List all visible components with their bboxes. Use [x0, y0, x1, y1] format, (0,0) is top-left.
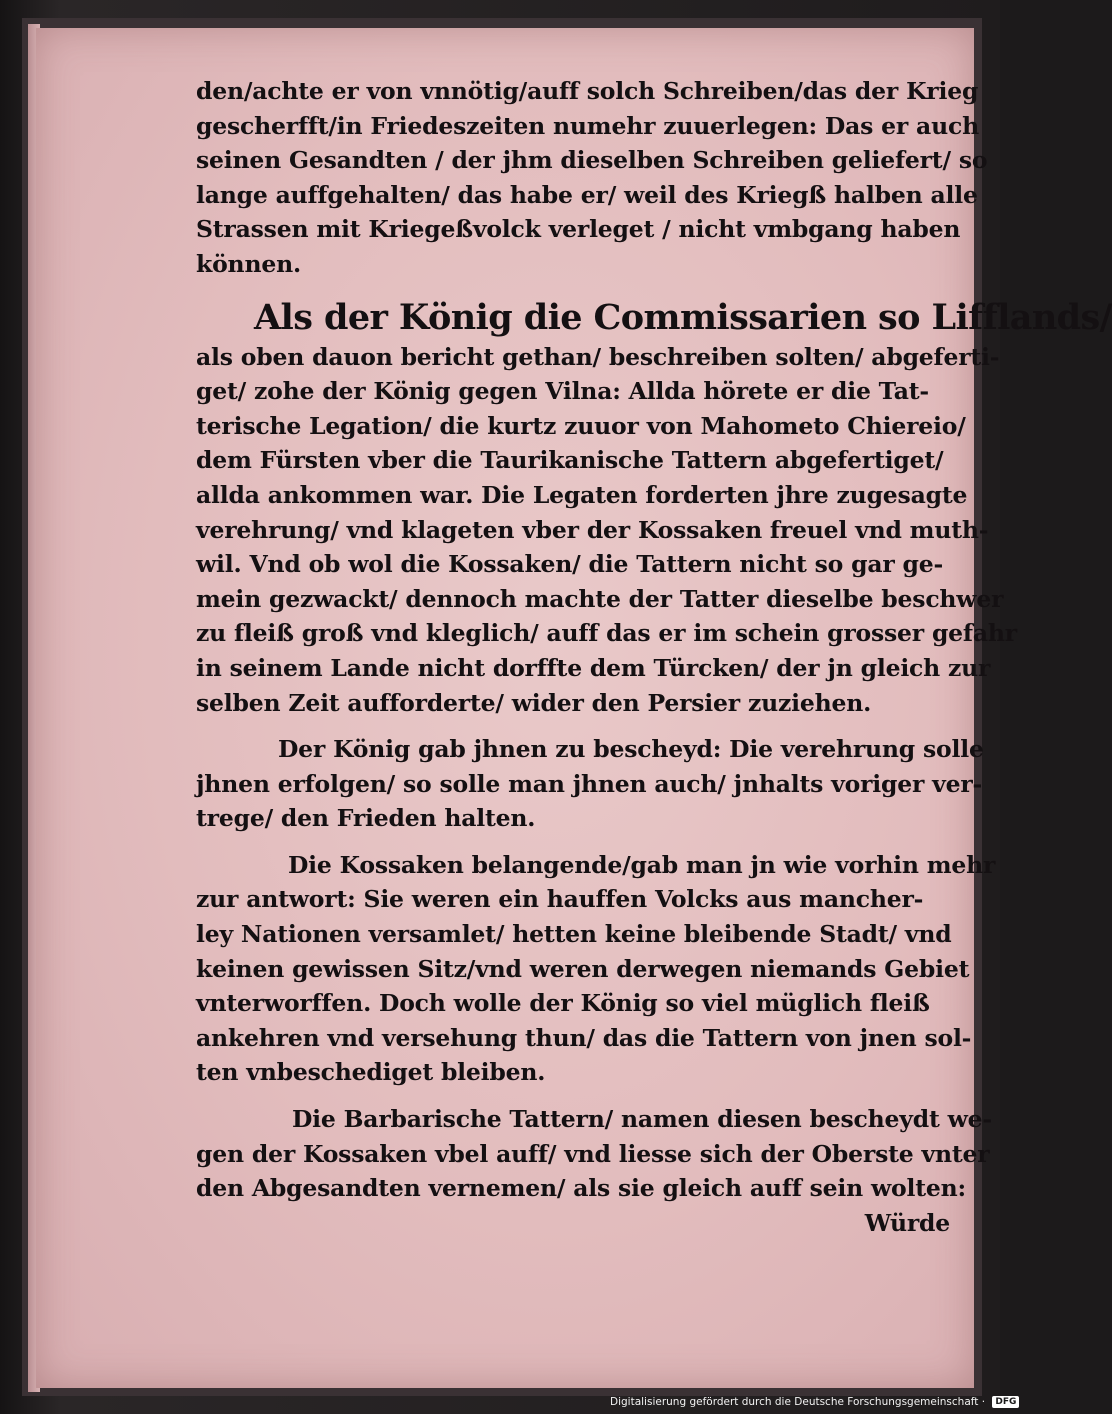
credit-text: Digitalisierung gefördert durch die Deutsche Forschungsgemeinschaft ·: [610, 1396, 986, 1408]
catchword: Würde: [864, 1208, 950, 1237]
text-line: in seinem Lande nicht dorffte dem Türcken/ der jn gleich zur: [196, 653, 991, 682]
text-line: allda ankommen war. Die Legaten forderten jhre zugesagte: [196, 480, 968, 509]
text-line: keinen gewissen Sitz/vnd weren derwegen niemands Gebiet: [196, 954, 970, 983]
text-line: lange auffgehalten/ das habe er/ weil des Kriegß halben alle: [196, 180, 978, 209]
page-text: [196, 74, 1112, 1240]
text-line: ankehren vnd versehung thun/ das die Tattern von jnen sol-: [196, 1023, 972, 1052]
text-line: den Abgesandten vernemen/ als sie gleich auff sein wolten:: [196, 1174, 966, 1203]
digitization-credit: [610, 1394, 1019, 1410]
text-line: zur antwort: Sie weren ein hauffen Volcks aus mancher-: [196, 885, 924, 914]
text-line: terische Legation/ die kurtz zuuor von Mahometo Chiereio/: [196, 411, 966, 440]
text-line: können.: [196, 249, 301, 278]
text-line: jhnen erfolgen/ so solle man jhnen auch/ jnhalts voriger ver-: [196, 769, 983, 798]
text-line: den/achte er von vnnötig/auff solch Schreiben/das der Krieg: [196, 77, 979, 105]
text-line: gen der Kossaken vbel auff/ vnd liesse sich der Oberste vnter: [196, 1139, 990, 1168]
dfg-logo: DFG: [992, 1396, 1019, 1408]
paragraph-first-line: Die Kossaken belangende/gab man jn wie vorhin mehr: [288, 850, 996, 879]
text-line: ley Nationen versamlet/ hetten keine bleibende Stadt/ vnd: [196, 920, 952, 949]
text-line: Strassen mit Kriegeßvolck verleget / nicht vmbgang haben: [196, 215, 961, 244]
text-line: mein gezwackt/ dennoch machte der Tatter dieselbe beschwer: [196, 584, 1004, 613]
text-line: dem Fürsten vber die Taurikanische Tattern abgefertiget/: [196, 446, 944, 475]
paragraph-first-line: Die Barbarische Tattern/ namen diesen bescheydt we-: [292, 1105, 992, 1134]
text-line: seinen Gesandten / der jhm dieselben Schreiben geliefert/ so: [196, 146, 988, 175]
text-line: vnterworffen. Doch wolle der König so viel müglich fleiß: [196, 989, 930, 1018]
text-line: wil. Vnd ob wol die Kossaken/ die Tattern nicht so gar ge-: [196, 550, 944, 579]
section-opening-line: Als der König die Commissarien so Lifflands/: [254, 296, 1112, 338]
text-line: ten vnbeschediget bleiben.: [196, 1058, 546, 1087]
text-line: zu fleiß groß vnd kleglich/ auff das er im schein grosser gefahr: [196, 619, 1017, 648]
text-line: als oben dauon bericht gethan/ beschreiben solten/ abgeferti-: [196, 342, 1000, 371]
text-line: selben Zeit aufforderte/ wider den Persier zuziehen.: [196, 688, 872, 717]
text-line: verehrung/ vnd klageten vber der Kossaken freuel vnd muth-: [196, 515, 989, 544]
text-line: trege/ den Frieden halten.: [196, 804, 536, 833]
text-line: get/ zohe der König gegen Vilna: Allda hörete er die Tat-: [196, 377, 929, 406]
paragraph-first-line: Der König gab jhnen zu bescheyd: Die verehrung solle: [278, 735, 984, 764]
text-line: gescherfft/in Friedeszeiten numehr zuuerlegen: Das er auch: [196, 111, 979, 140]
